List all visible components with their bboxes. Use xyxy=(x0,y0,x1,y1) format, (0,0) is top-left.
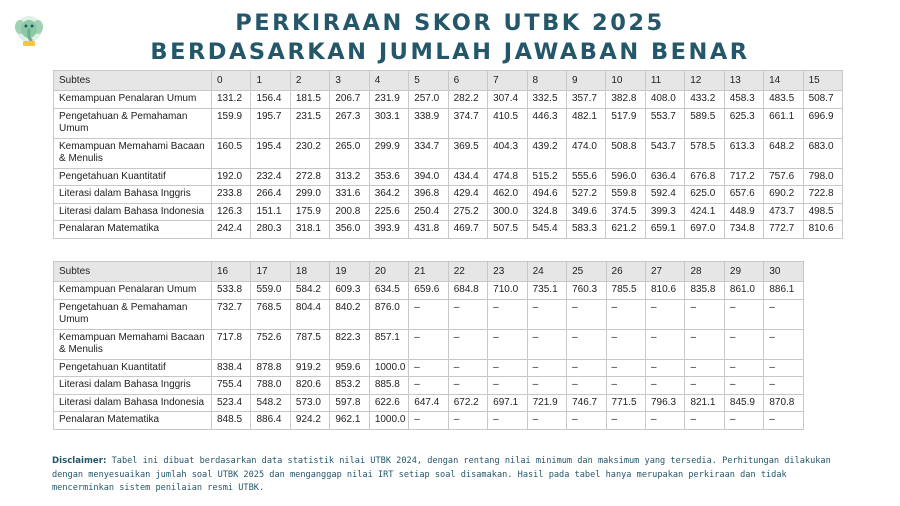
score-cell: 307.4 xyxy=(488,91,527,109)
score-cell: 318.1 xyxy=(290,221,329,239)
score-cell: 231.5 xyxy=(290,108,329,138)
score-cell: 886.1 xyxy=(764,282,804,300)
score-cell: 431.8 xyxy=(409,221,448,239)
column-header-27: 27 xyxy=(645,262,684,282)
score-cell: 523.4 xyxy=(212,394,251,412)
score-cell: – xyxy=(606,359,645,377)
score-cell: 621.2 xyxy=(606,221,645,239)
score-cell: 613.3 xyxy=(724,138,763,168)
score-cell: – xyxy=(764,412,804,430)
table-header-row xyxy=(54,262,804,282)
score-cell: 299.0 xyxy=(290,186,329,204)
score-cell: 508.8 xyxy=(606,138,645,168)
score-cell: 527.2 xyxy=(566,186,605,204)
score-cell: 822.3 xyxy=(330,329,369,359)
score-cell: 734.8 xyxy=(724,221,763,239)
score-cell: 232.4 xyxy=(251,168,290,186)
score-cell: 810.6 xyxy=(645,282,684,300)
score-cell: – xyxy=(645,359,684,377)
score-cell: 609.3 xyxy=(330,282,369,300)
score-cell: 861.0 xyxy=(724,282,763,300)
score-cell: 448.9 xyxy=(724,203,763,221)
score-table-0-15 xyxy=(53,70,843,239)
row-label: Penalaran Matematika xyxy=(54,221,212,239)
page-title: PERKIRAAN SKOR UTBK 2025 xyxy=(235,10,665,36)
table-row xyxy=(54,299,804,329)
row-label: Pengetahuan Kuantitatif xyxy=(54,168,212,186)
score-cell: 592.4 xyxy=(645,186,684,204)
score-cell: 962.1 xyxy=(330,412,369,430)
score-cell: – xyxy=(685,412,724,430)
score-cell: 559.8 xyxy=(606,186,645,204)
column-header-8: 8 xyxy=(527,71,566,91)
score-cell: 382.8 xyxy=(606,91,645,109)
score-cell: 275.2 xyxy=(448,203,487,221)
score-cell: 533.8 xyxy=(212,282,251,300)
column-header-12: 12 xyxy=(685,71,724,91)
score-cell: – xyxy=(724,359,763,377)
score-cell: – xyxy=(567,299,606,329)
score-cell: 721.9 xyxy=(527,394,566,412)
score-cell: – xyxy=(527,377,566,395)
column-header-5: 5 xyxy=(409,71,448,91)
score-cell: 772.7 xyxy=(764,221,803,239)
score-cell: 589.5 xyxy=(685,108,724,138)
score-cell: 313.2 xyxy=(330,168,369,186)
score-cell: – xyxy=(645,329,684,359)
disclaimer xyxy=(52,455,832,496)
score-cell: 857.1 xyxy=(369,329,408,359)
row-label: Literasi dalam Bahasa Inggris xyxy=(54,186,212,204)
row-label: Pengetahuan Kuantitatif xyxy=(54,359,212,377)
score-cell: 483.5 xyxy=(764,91,803,109)
score-cell: 458.3 xyxy=(724,91,763,109)
score-cell: 924.2 xyxy=(290,412,329,430)
score-cell: 722.8 xyxy=(803,186,842,204)
score-cell: 768.5 xyxy=(251,299,290,329)
score-cell: 804.4 xyxy=(290,299,329,329)
score-cell: – xyxy=(527,359,566,377)
score-cell: – xyxy=(685,299,724,329)
score-cell: 280.3 xyxy=(251,221,290,239)
score-cell: 771.5 xyxy=(606,394,645,412)
score-cell: 878.8 xyxy=(251,359,290,377)
score-cell: 672.2 xyxy=(448,394,487,412)
row-label: Pengetahuan & Pemahaman Umum xyxy=(54,299,212,329)
score-cell: – xyxy=(448,329,487,359)
score-cell: 661.1 xyxy=(764,108,803,138)
score-cell: 870.8 xyxy=(764,394,804,412)
table-row xyxy=(54,329,804,359)
score-cell: – xyxy=(409,377,448,395)
score-cell: – xyxy=(645,299,684,329)
score-cell: 357.7 xyxy=(566,91,605,109)
score-cell: 555.6 xyxy=(566,168,605,186)
score-cell: – xyxy=(645,377,684,395)
table-row xyxy=(54,359,804,377)
table-row xyxy=(54,282,804,300)
column-header-14: 14 xyxy=(764,71,803,91)
column-header-22: 22 xyxy=(448,262,487,282)
score-cell: 507.5 xyxy=(488,221,527,239)
score-cell: 583.3 xyxy=(566,221,605,239)
column-header-3: 3 xyxy=(330,71,369,91)
score-cell: 559.0 xyxy=(251,282,290,300)
column-header-11: 11 xyxy=(645,71,684,91)
score-cell: 374.5 xyxy=(606,203,645,221)
score-cell: 282.2 xyxy=(448,91,487,109)
column-header-0: 0 xyxy=(212,71,251,91)
score-cell: – xyxy=(764,359,804,377)
score-cell: – xyxy=(409,412,448,430)
score-cell: 200.8 xyxy=(330,203,369,221)
score-cell: 266.4 xyxy=(251,186,290,204)
score-cell: 410.5 xyxy=(488,108,527,138)
score-cell: 543.7 xyxy=(645,138,684,168)
score-cell: 324.8 xyxy=(527,203,566,221)
score-cell: 482.1 xyxy=(566,108,605,138)
table-row xyxy=(54,138,843,168)
score-cell: 885.8 xyxy=(369,377,408,395)
column-header-17: 17 xyxy=(251,262,290,282)
column-header-26: 26 xyxy=(606,262,645,282)
score-cell: 548.2 xyxy=(251,394,290,412)
score-cell: – xyxy=(527,299,566,329)
score-cell: – xyxy=(488,299,527,329)
score-cell: 156.4 xyxy=(251,91,290,109)
score-cell: 399.3 xyxy=(645,203,684,221)
column-header-6: 6 xyxy=(448,71,487,91)
score-cell: – xyxy=(685,377,724,395)
table-row xyxy=(54,377,804,395)
row-label: Literasi dalam Bahasa Inggris xyxy=(54,377,212,395)
score-cell: 393.9 xyxy=(369,221,408,239)
score-cell: 192.0 xyxy=(212,168,251,186)
score-cell: 584.2 xyxy=(290,282,329,300)
score-cell: 225.6 xyxy=(369,203,408,221)
score-cell: 848.5 xyxy=(212,412,251,430)
score-cell: 657.6 xyxy=(724,186,763,204)
table-row xyxy=(54,394,804,412)
column-header-9: 9 xyxy=(566,71,605,91)
score-cell: 515.2 xyxy=(527,168,566,186)
score-cell: 424.1 xyxy=(685,203,724,221)
score-cell: 303.1 xyxy=(369,108,408,138)
score-cell: – xyxy=(409,329,448,359)
score-cell: – xyxy=(685,329,724,359)
score-cell: 647.4 xyxy=(409,394,448,412)
score-cell: 757.6 xyxy=(764,168,803,186)
column-header-28: 28 xyxy=(685,262,724,282)
column-header-4: 4 xyxy=(369,71,408,91)
row-label: Pengetahuan & Pemahaman Umum xyxy=(54,108,212,138)
score-cell: 126.3 xyxy=(212,203,251,221)
row-label: Kemampuan Memahami Bacaan & Menulis xyxy=(54,138,212,168)
score-cell: 265.0 xyxy=(330,138,369,168)
score-cell: 835.8 xyxy=(685,282,724,300)
score-cell: 752.6 xyxy=(251,329,290,359)
table-header-row xyxy=(54,71,843,91)
column-header-25: 25 xyxy=(567,262,606,282)
score-cell: 690.2 xyxy=(764,186,803,204)
disclaimer-text: Tabel ini dibuat berdasarkan data statistik nilai UTBK 2024, dengan rentang nilai minimum dan maksimum yang tersedia. Perhitungan dilakukan dengan menyesuaikan jumlah soal UTBK 2025 dan menganggap nilai IRT setiap soal disamakan. Hasil pada tabel hanya merupakan perkiraan dan tidak mencerminkan sistem penilaian resmi UTBK. xyxy=(52,456,831,493)
score-cell: 374.7 xyxy=(448,108,487,138)
table-row xyxy=(54,412,804,430)
score-table-16-30 xyxy=(53,261,804,430)
score-cell: 473.7 xyxy=(764,203,803,221)
score-cell: – xyxy=(685,359,724,377)
score-cell: – xyxy=(448,377,487,395)
table-row xyxy=(54,91,843,109)
score-cell: – xyxy=(764,299,804,329)
score-cell: – xyxy=(488,329,527,359)
score-cell: 230.2 xyxy=(290,138,329,168)
column-header-20: 20 xyxy=(369,262,408,282)
score-cell: 231.9 xyxy=(369,91,408,109)
column-header-10: 10 xyxy=(606,71,645,91)
score-cell: – xyxy=(527,329,566,359)
score-cell: 160.5 xyxy=(212,138,251,168)
score-cell: 267.3 xyxy=(330,108,369,138)
table-row xyxy=(54,186,843,204)
score-cell: 578.5 xyxy=(685,138,724,168)
score-cell: 760.3 xyxy=(567,282,606,300)
score-cell: – xyxy=(527,412,566,430)
score-cell: 159.9 xyxy=(212,108,251,138)
score-cell: – xyxy=(764,377,804,395)
score-cell: 683.0 xyxy=(803,138,842,168)
score-cell: 886.4 xyxy=(251,412,290,430)
table-row xyxy=(54,221,843,239)
column-header-7: 7 xyxy=(488,71,527,91)
score-cell: – xyxy=(724,299,763,329)
score-cell: 717.2 xyxy=(724,168,763,186)
score-cell: 396.8 xyxy=(409,186,448,204)
score-cell: 732.7 xyxy=(212,299,251,329)
score-cell: 697.0 xyxy=(685,221,724,239)
score-cell: 919.2 xyxy=(290,359,329,377)
score-cell: 250.4 xyxy=(409,203,448,221)
score-cell: 553.7 xyxy=(645,108,684,138)
score-cell: – xyxy=(409,299,448,329)
column-header-2: 2 xyxy=(290,71,329,91)
score-cell: – xyxy=(606,299,645,329)
score-cell: 717.8 xyxy=(212,329,251,359)
score-cell: 659.1 xyxy=(645,221,684,239)
score-cell: – xyxy=(488,377,527,395)
score-cell: 331.6 xyxy=(330,186,369,204)
score-cell: – xyxy=(567,377,606,395)
score-cell: 334.7 xyxy=(409,138,448,168)
score-cell: – xyxy=(724,412,763,430)
score-cell: 648.2 xyxy=(764,138,803,168)
score-cell: 796.3 xyxy=(645,394,684,412)
score-cell: – xyxy=(724,377,763,395)
row-label: Literasi dalam Bahasa Indonesia xyxy=(54,394,212,412)
score-cell: 697.1 xyxy=(488,394,527,412)
row-label: Literasi dalam Bahasa Indonesia xyxy=(54,203,212,221)
score-cell: 746.7 xyxy=(567,394,606,412)
score-cell: 300.0 xyxy=(488,203,527,221)
score-cell: 494.6 xyxy=(527,186,566,204)
score-cell: 242.4 xyxy=(212,221,251,239)
score-cell: 517.9 xyxy=(606,108,645,138)
score-cell: 545.4 xyxy=(527,221,566,239)
score-cell: 696.9 xyxy=(803,108,842,138)
score-cell: 131.2 xyxy=(212,91,251,109)
score-cell: 634.5 xyxy=(369,282,408,300)
score-cell: 195.7 xyxy=(251,108,290,138)
score-cell: 272.8 xyxy=(290,168,329,186)
score-cell: 429.4 xyxy=(448,186,487,204)
score-cell: 755.4 xyxy=(212,377,251,395)
score-cell: 474.0 xyxy=(566,138,605,168)
column-header-13: 13 xyxy=(724,71,763,91)
score-cell: 151.1 xyxy=(251,203,290,221)
score-cell: 810.6 xyxy=(803,221,842,239)
score-cell: 625.3 xyxy=(724,108,763,138)
score-cell: – xyxy=(764,329,804,359)
score-cell: 508.7 xyxy=(803,91,842,109)
score-cell: 853.2 xyxy=(330,377,369,395)
score-cell: 676.8 xyxy=(685,168,724,186)
score-cell: 408.0 xyxy=(645,91,684,109)
score-cell: 353.6 xyxy=(369,168,408,186)
column-header-18: 18 xyxy=(290,262,329,282)
row-label: Kemampuan Penalaran Umum xyxy=(54,282,212,300)
score-cell: 636.4 xyxy=(645,168,684,186)
score-cell: 573.0 xyxy=(290,394,329,412)
score-cell: 622.6 xyxy=(369,394,408,412)
row-label: Kemampuan Penalaran Umum xyxy=(54,91,212,109)
score-cell: – xyxy=(448,299,487,329)
column-header-24: 24 xyxy=(527,262,566,282)
score-cell: 332.5 xyxy=(527,91,566,109)
score-cell: 821.1 xyxy=(685,394,724,412)
score-cell: 175.9 xyxy=(290,203,329,221)
score-cell: 434.4 xyxy=(448,168,487,186)
score-cell: 597.8 xyxy=(330,394,369,412)
score-cell: – xyxy=(724,329,763,359)
score-cell: 433.2 xyxy=(685,91,724,109)
page-subtitle: BERDASARKAN JUMLAH JAWABAN BENAR xyxy=(150,39,750,65)
score-cell: 845.9 xyxy=(724,394,763,412)
score-cell: 1000.0 xyxy=(369,359,408,377)
column-header-subtes: Subtes xyxy=(54,262,212,282)
column-header-subtes: Subtes xyxy=(54,71,212,91)
score-cell: – xyxy=(567,359,606,377)
score-cell: 338.9 xyxy=(409,108,448,138)
column-header-21: 21 xyxy=(409,262,448,282)
disclaimer-label: Disclaimer: xyxy=(52,456,107,466)
score-cell: – xyxy=(448,359,487,377)
table-row xyxy=(54,203,843,221)
score-cell: 233.8 xyxy=(212,186,251,204)
score-cell: 785.5 xyxy=(606,282,645,300)
column-header-30: 30 xyxy=(764,262,804,282)
score-cell: 195.4 xyxy=(251,138,290,168)
table-row xyxy=(54,168,843,186)
score-cell: 369.5 xyxy=(448,138,487,168)
score-cell: – xyxy=(645,412,684,430)
score-cell: 394.0 xyxy=(409,168,448,186)
score-cell: 257.0 xyxy=(409,91,448,109)
score-cell: 684.8 xyxy=(448,282,487,300)
score-cell: 498.5 xyxy=(803,203,842,221)
score-cell: 364.2 xyxy=(369,186,408,204)
row-label: Penalaran Matematika xyxy=(54,412,212,430)
score-cell: 959.6 xyxy=(330,359,369,377)
score-cell: – xyxy=(488,359,527,377)
score-cell: – xyxy=(567,329,606,359)
score-cell: 439.2 xyxy=(527,138,566,168)
column-header-15: 15 xyxy=(803,71,842,91)
score-cell: 876.0 xyxy=(369,299,408,329)
score-cell: 787.5 xyxy=(290,329,329,359)
score-cell: 840.2 xyxy=(330,299,369,329)
score-cell: 788.0 xyxy=(251,377,290,395)
score-cell: – xyxy=(409,359,448,377)
score-cell: 659.6 xyxy=(409,282,448,300)
column-header-1: 1 xyxy=(251,71,290,91)
score-cell: 181.5 xyxy=(290,91,329,109)
score-cell: 446.3 xyxy=(527,108,566,138)
column-header-16: 16 xyxy=(212,262,251,282)
score-cell: 462.0 xyxy=(488,186,527,204)
score-cell: 735.1 xyxy=(527,282,566,300)
score-cell: 356.0 xyxy=(330,221,369,239)
score-cell: 710.0 xyxy=(488,282,527,300)
score-cell: 469.7 xyxy=(448,221,487,239)
column-header-23: 23 xyxy=(488,262,527,282)
score-cell: 299.9 xyxy=(369,138,408,168)
score-cell: 838.4 xyxy=(212,359,251,377)
row-label: Kemampuan Memahami Bacaan & Menulis xyxy=(54,329,212,359)
score-cell: 349.6 xyxy=(566,203,605,221)
score-cell: – xyxy=(448,412,487,430)
score-cell: – xyxy=(567,412,606,430)
score-cell: 404.3 xyxy=(488,138,527,168)
score-cell: 625.0 xyxy=(685,186,724,204)
score-cell: – xyxy=(606,329,645,359)
score-cell: – xyxy=(488,412,527,430)
table-row xyxy=(54,108,843,138)
column-header-19: 19 xyxy=(330,262,369,282)
score-cell: – xyxy=(606,412,645,430)
score-cell: 798.0 xyxy=(803,168,842,186)
score-cell: 206.7 xyxy=(330,91,369,109)
score-cell: 474.8 xyxy=(488,168,527,186)
score-cell: 596.0 xyxy=(606,168,645,186)
score-cell: 820.6 xyxy=(290,377,329,395)
score-cell: 1000.0 xyxy=(369,412,408,430)
score-cell: – xyxy=(606,377,645,395)
column-header-29: 29 xyxy=(724,262,763,282)
